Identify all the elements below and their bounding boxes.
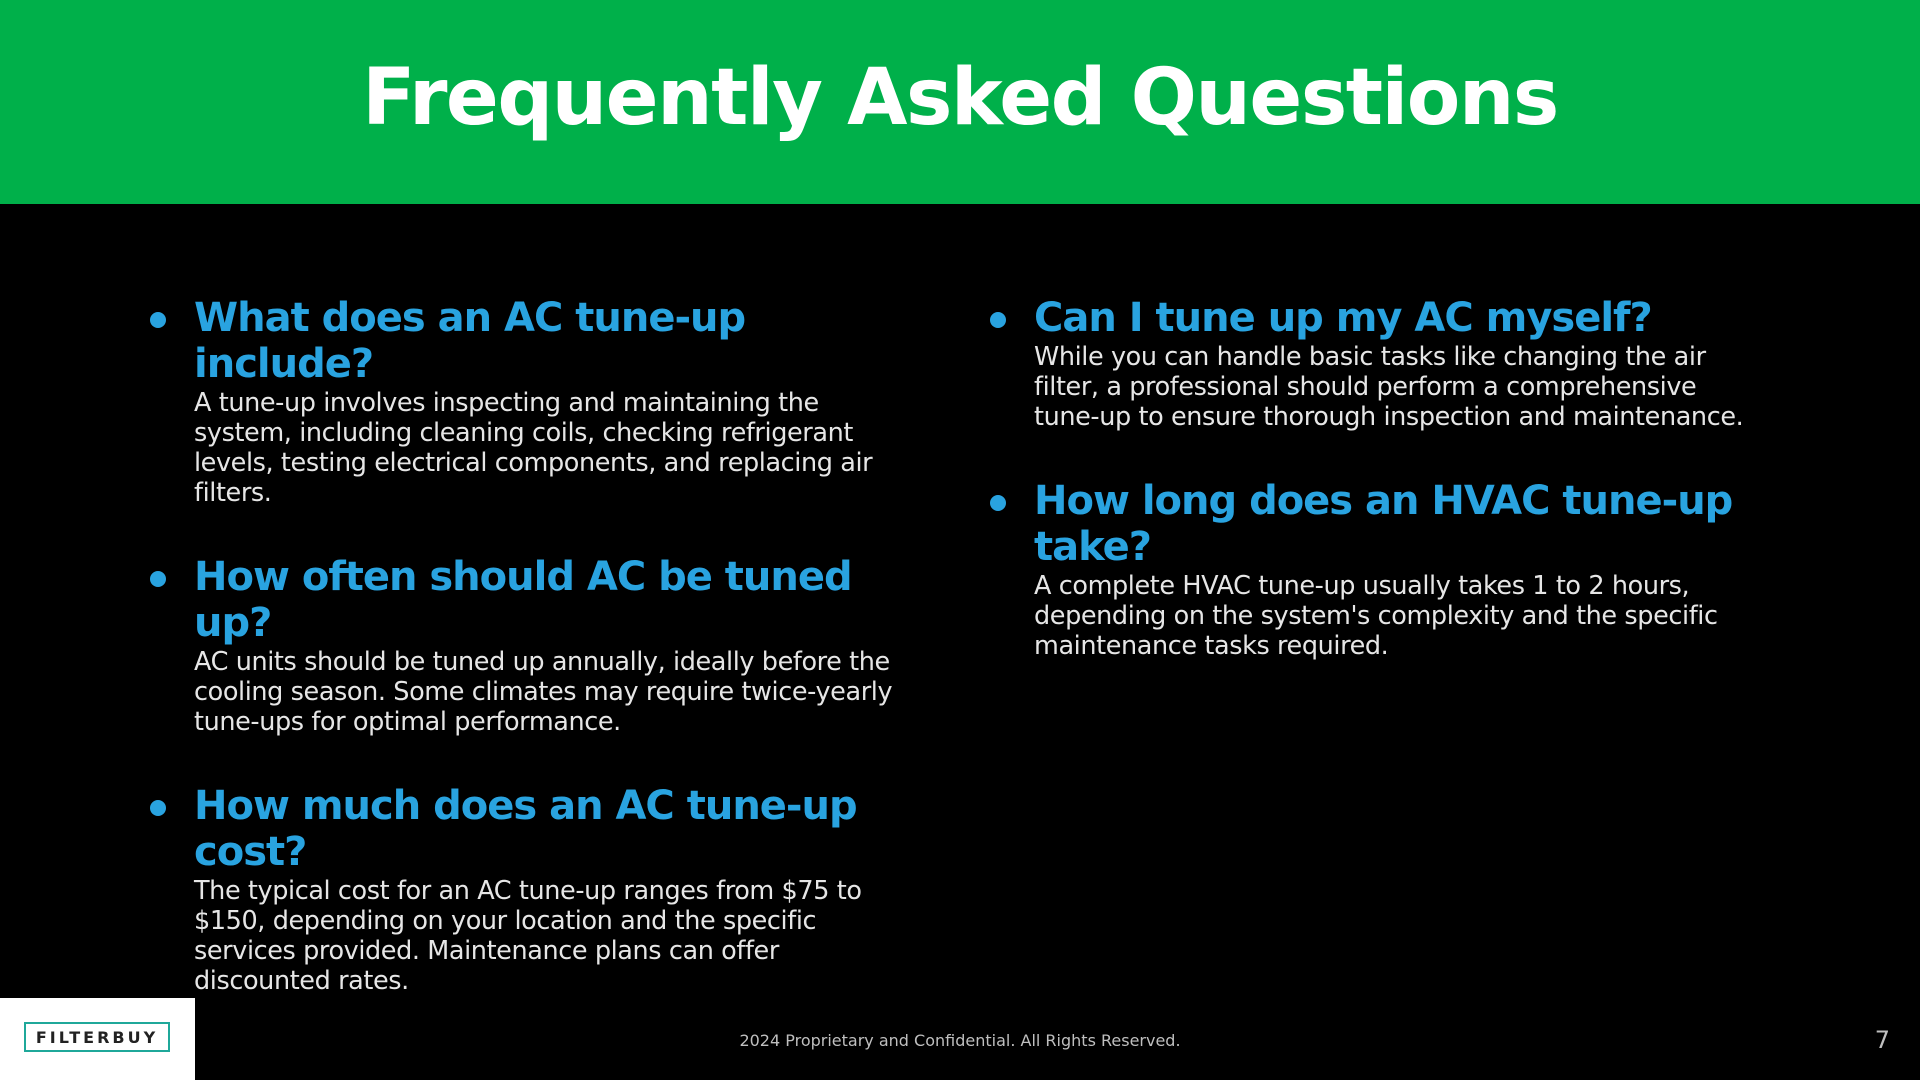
bullet-icon [150,800,166,816]
faq-column-left [148,295,908,1042]
faq-question: What does an AC tune-up include? [194,295,746,387]
faq-item [988,478,1768,661]
faq-question: How long does an HVAC tune-up take? [1034,478,1733,570]
faq-answer: A complete HVAC tune-up usually takes 1 to 2 hours, depending on the system's complexity and the specific maintenance tasks required. [1034,571,1718,661]
faq-item [148,783,908,996]
footer-copyright: 2024 Proprietary and Confidential. All Rights Reserved. [739,1031,1181,1050]
faq-question: How much does an AC tune-up cost? [194,783,857,875]
header-banner [0,0,1920,204]
faq-question: Can I tune up my AC myself? [1034,295,1652,341]
bullet-icon [150,571,166,587]
faq-answer: While you can handle basic tasks like changing the air filter, a professional should perform a comprehensive tune-up to ensure thorough inspection and maintenance. [1034,342,1744,432]
bullet-icon [150,312,166,328]
faq-question: How often should AC be tuned up? [194,554,852,646]
faq-answer: AC units should be tuned up annually, ideally before the cooling season. Some climates may require twice-yearly tune-ups for optimal performance. [194,647,893,737]
page-title: Frequently Asked Questions [362,53,1558,143]
filterbuy-logo: FILTERBUY [24,1022,170,1052]
faq-item [148,295,908,508]
faq-item [988,295,1768,432]
faq-item [148,554,908,737]
bullet-icon [990,495,1006,511]
bullet-icon [990,312,1006,328]
faq-answer: A tune-up involves inspecting and maintaining the system, including cleaning coils, checking refrigerant levels, testing electrical components, and replacing air filters. [194,388,873,508]
page-number: 7 [1874,1026,1890,1054]
faq-column-right [988,295,1768,707]
faq-answer: The typical cost for an AC tune-up ranges from $75 to $150, depending on your location and the specific services provided. Maintenance plans can offer discounted rates. [194,876,862,996]
